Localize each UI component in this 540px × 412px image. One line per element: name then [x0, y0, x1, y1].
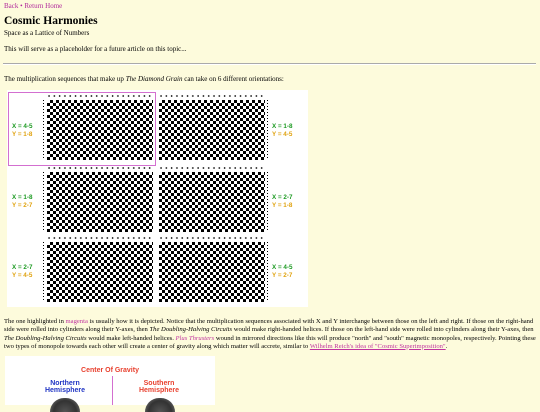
grid-diamonds [47, 172, 153, 232]
magenta-word: magenta [65, 318, 88, 325]
axis-ticks [43, 166, 45, 232]
grid-diamonds [47, 100, 153, 160]
page-subtitle: Space as a Lattice of Numbers [4, 29, 90, 37]
southern-hemisphere-label [132, 380, 186, 394]
orientation-label-6 [272, 264, 292, 279]
y-label: Y = 1-8 [12, 130, 33, 138]
axis-ticks [43, 94, 45, 160]
x-label: X = 2-7 [12, 264, 33, 271]
diamond-grid-2 [159, 94, 265, 160]
orientation-label-2 [272, 123, 292, 138]
grid-dots [47, 166, 153, 171]
para-em-2: The Doubling-Halving Circuits [4, 334, 87, 342]
orientation-label-4 [272, 194, 292, 209]
diamond-grid-3 [47, 166, 153, 232]
south-line-2: Hemisphere [138, 387, 180, 394]
grid-dots [159, 166, 265, 171]
orientation-label-1 [12, 123, 32, 138]
para-text-6: . [445, 342, 448, 350]
intro-after: can take on 6 different orientations: [182, 75, 284, 83]
cog-center-line [112, 376, 113, 405]
grid-dots [159, 236, 265, 241]
y-label: Y = 2-7 [272, 271, 293, 279]
north-line-2: Hemisphere [44, 387, 86, 394]
x-label: X = 1-8 [272, 123, 293, 130]
para-text-4: would make left-handed helices. [86, 334, 176, 342]
orientation-label-5 [12, 264, 32, 279]
nav-separator: • [20, 2, 23, 10]
page-title: Cosmic Harmonies [4, 15, 98, 27]
y-label: Y = 4-5 [272, 130, 293, 138]
axis-ticks [267, 236, 269, 302]
south-line-1: Southern [143, 380, 175, 387]
north-sphere [50, 398, 80, 412]
back-link[interactable]: Back [4, 2, 19, 10]
nav-links [4, 2, 62, 10]
grid-diamonds [159, 242, 265, 302]
return-home-link[interactable]: Return Home [24, 2, 63, 10]
cog-title: Center Of Gravity [81, 367, 139, 374]
grid-diamonds [159, 100, 265, 160]
para-text-3: would make right-handed helices. If those on the left-hand side were rolled into cylinders along their Y-axes, then [232, 326, 534, 334]
intro-em: The Diamond Grain [125, 75, 183, 83]
x-label: X = 4-5 [12, 123, 33, 130]
explanation-paragraph [4, 318, 536, 351]
intro-text [4, 75, 284, 83]
diamond-grid-1 [47, 94, 153, 160]
intro-before: The multiplication sequences that make up [4, 75, 126, 83]
horizontal-rule [3, 63, 536, 65]
diamond-grid-4 [159, 166, 265, 232]
grid-dots [47, 94, 153, 99]
para-text-5: wound in mirrored directions like this will produce "north" and "south" magnetic monopoles, respectively. Pointing these two types of monopole towards each other will create a center of gravity along which matter will accrete, similar to [4, 334, 536, 350]
grid-diamonds [47, 242, 153, 302]
northern-hemisphere-label [38, 380, 92, 394]
y-label: Y = 2-7 [12, 201, 33, 209]
center-of-gravity-figure [5, 356, 215, 405]
grid-dots [47, 236, 153, 241]
plus-thrusters-link[interactable]: Plus Thrusters [175, 334, 215, 342]
x-label: X = 4-5 [272, 264, 293, 271]
orientation-label-3 [12, 194, 32, 209]
grid-diamonds [159, 172, 265, 232]
axis-ticks [43, 236, 45, 302]
wilhelm-reich-link[interactable]: Wilhelm Reich's idea of "Cosmic Superimposition" [309, 342, 446, 350]
x-label: X = 1-8 [12, 194, 33, 201]
diamond-grain-figure [7, 90, 308, 307]
axis-ticks [267, 166, 269, 232]
south-sphere [145, 398, 175, 412]
north-line-1: Northern [50, 380, 80, 387]
para-text-1: The one highlighted in [4, 318, 66, 325]
diamond-grid-6 [159, 236, 265, 302]
placeholder-text: This will serve as a placeholder for a future article on this topic... [4, 45, 187, 53]
x-label: X = 2-7 [272, 194, 293, 201]
axis-ticks [267, 94, 269, 160]
y-label: Y = 4-5 [12, 271, 33, 279]
diamond-grid-5 [47, 236, 153, 302]
y-label: Y = 1-8 [272, 201, 293, 209]
grid-dots [159, 94, 265, 99]
para-em-1: The Doubling-Halving Circuits [149, 326, 233, 334]
para-text-2: is usually how it is depicted. Notice that the multiplication sequences associated with X and Y interchange between those on the left and right. If those on the right-hand side were rolled into cylinders along their Y-axes, then [4, 318, 534, 334]
